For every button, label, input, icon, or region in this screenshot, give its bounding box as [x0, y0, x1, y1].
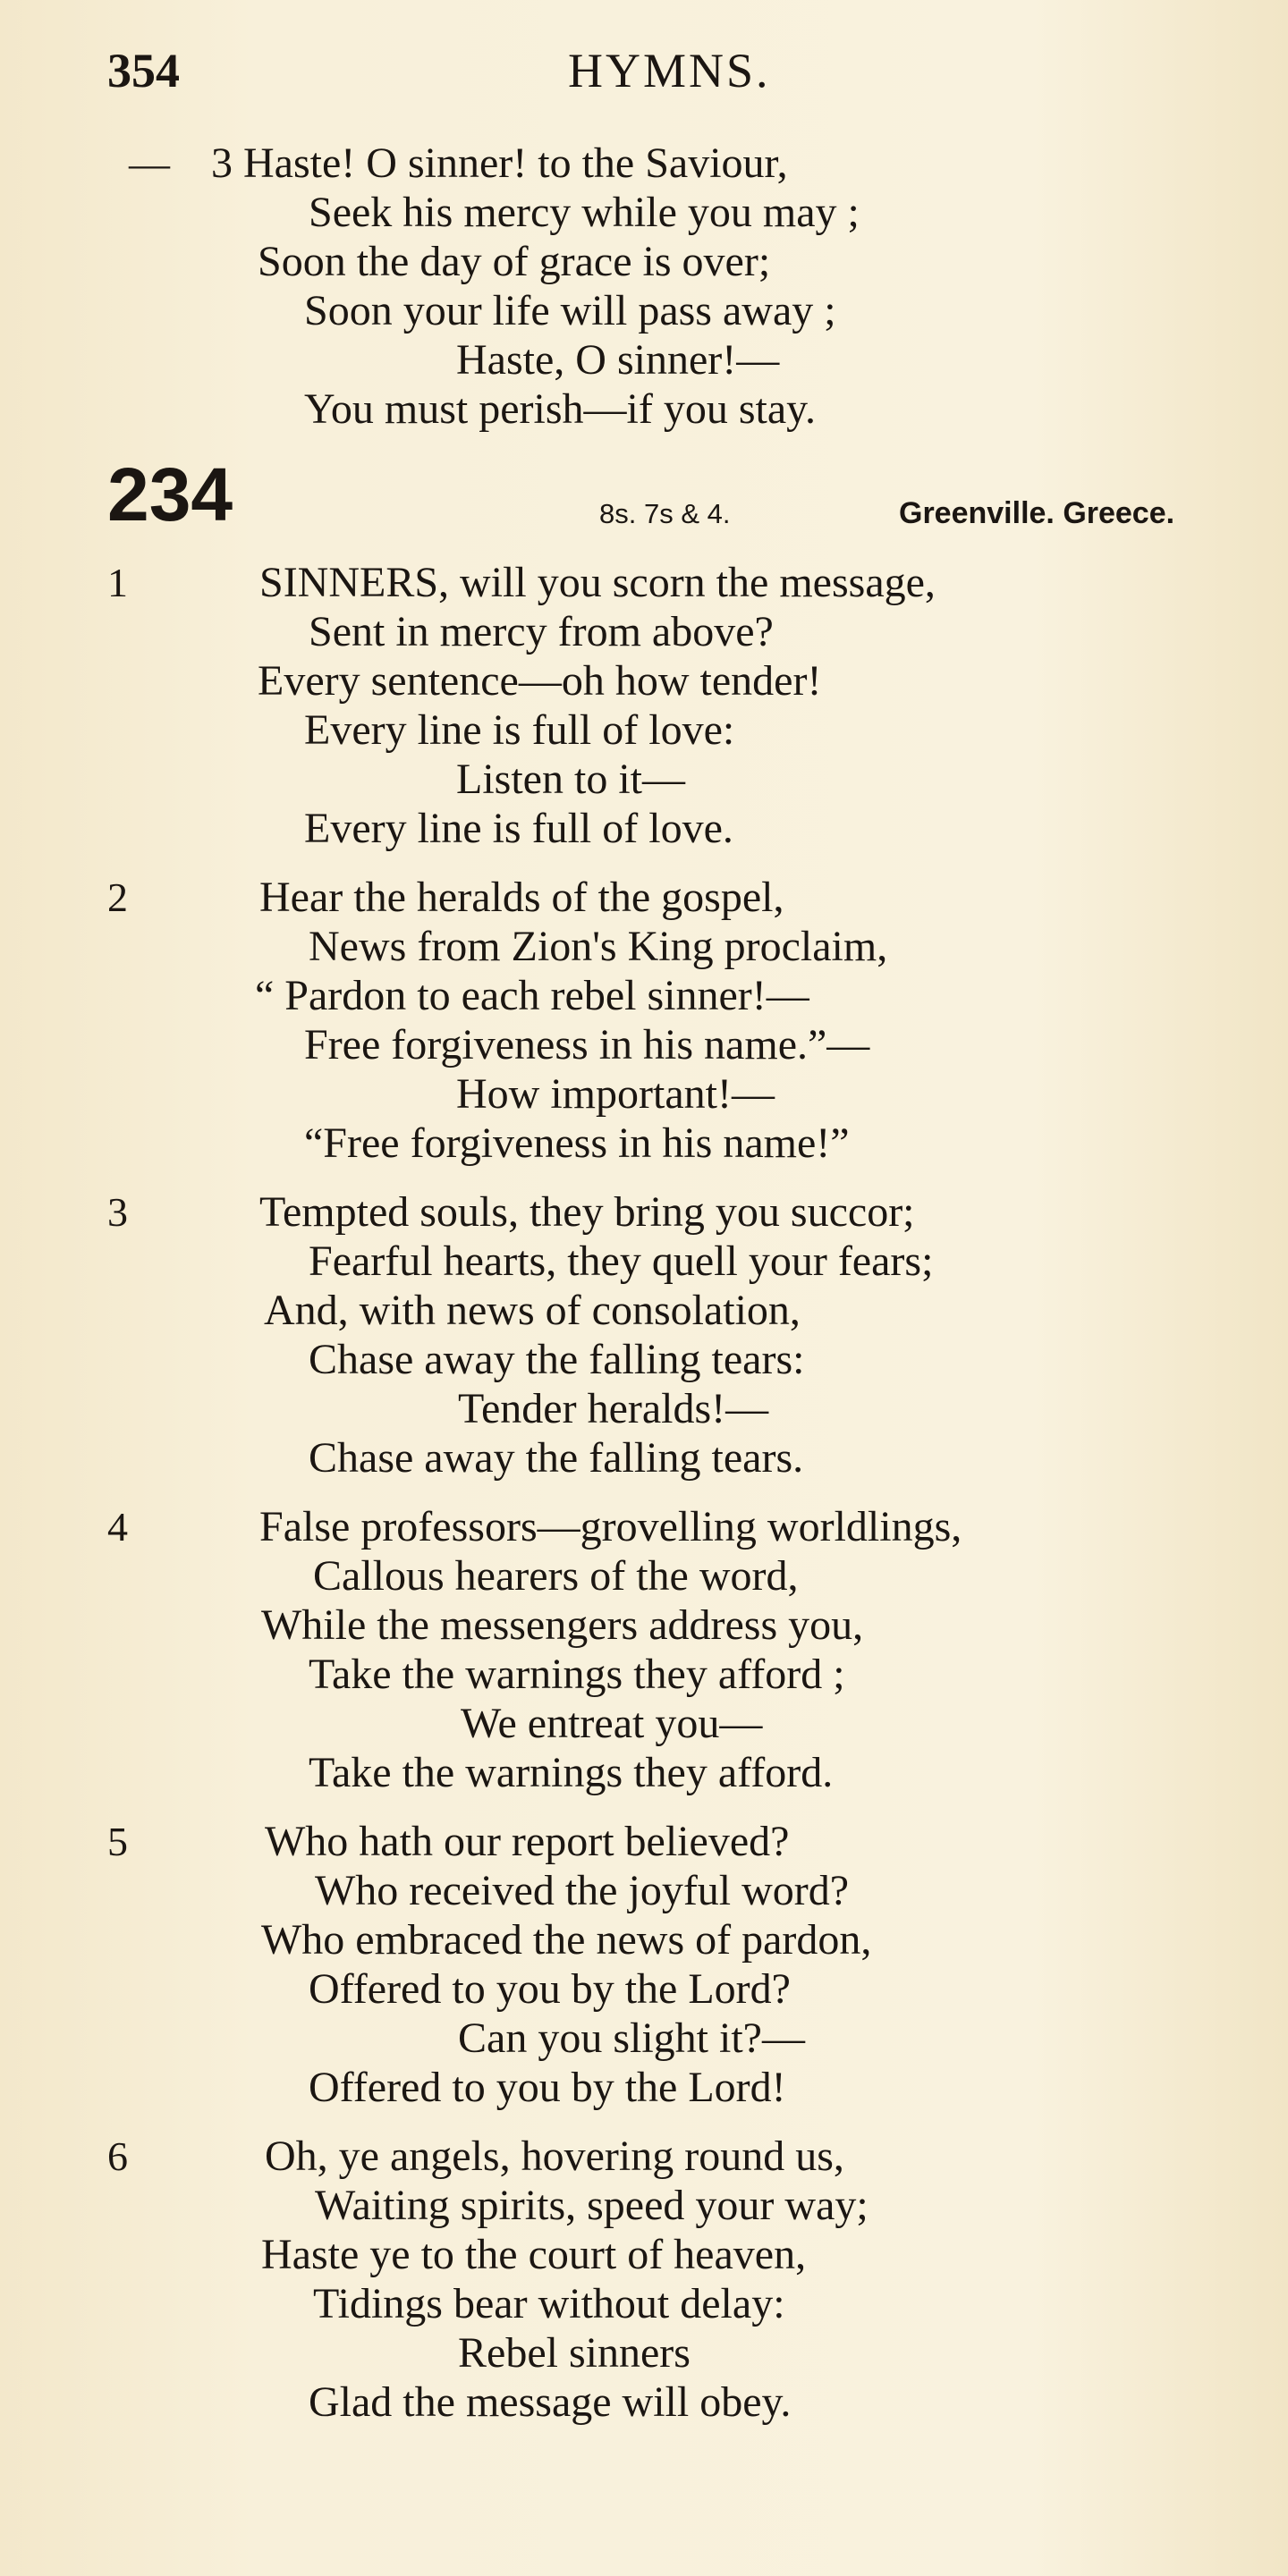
hymn-header [107, 452, 1270, 550]
verse-line: “Free forgiveness in his name!” [304, 1119, 850, 1167]
verse-line: Tender heralds!— [458, 1385, 769, 1432]
verse-line: While the messengers address you, [261, 1601, 864, 1649]
verse-line: Every line is full of love: [304, 706, 735, 754]
stanza-number: 1 [107, 560, 128, 605]
verse-line: False professors—grovelling worldlings, [259, 1503, 962, 1550]
verse-line: Fearful hearts, they quell your fears; [309, 1237, 934, 1285]
hymn-number: 234 [107, 452, 233, 536]
verse-line: How important!— [456, 1070, 775, 1118]
page-header [107, 43, 1002, 114]
stanza-number: 2 [107, 874, 128, 920]
verse-line: Callous hearers of the word, [313, 1552, 799, 1600]
verse-line: 3 Haste! O sinner! to the Saviour, [211, 139, 788, 187]
verse-line: Every sentence—oh how tender! [258, 657, 822, 705]
verse-line: Who embraced the news of pardon, [261, 1916, 872, 1964]
verse-line: Who received the joyful word? [315, 1867, 850, 1914]
verse-line: Offered to you by the Lord! [309, 2064, 786, 2111]
verse-line: Every line is full of love. [304, 805, 733, 852]
verse-line: Chase away the falling tears: [309, 1336, 805, 1383]
verse-line: Tempted souls, they bring you succor; [259, 1188, 915, 1236]
continuation-dash: — [129, 140, 170, 186]
verse-line: Offered to you by the Lord? [309, 1965, 791, 2013]
verse-line: We entreat you— [461, 1700, 763, 1747]
stanza-number: 5 [107, 1819, 128, 1864]
verse-line: Hear the heralds of the gospel, [259, 874, 784, 921]
stanza-number: 4 [107, 1504, 128, 1550]
verse-line: “ Pardon to each rebel sinner!— [255, 972, 809, 1019]
verse-line: Haste, O sinner!— [456, 336, 780, 384]
verse-line: News from Zion's King proclaim, [309, 923, 888, 970]
hymn-meter: 8s. 7s & 4. [599, 498, 731, 529]
verse-line: You must perish—if you stay. [304, 385, 817, 433]
verse-line: Can you slight it?— [458, 2014, 805, 2062]
verse-line: Who hath our report believed? [265, 1818, 790, 1865]
page-number: 354 [107, 44, 180, 97]
verse-line: Oh, ye angels, hovering round us, [265, 2133, 844, 2180]
running-head: HYMNS. [568, 44, 771, 97]
verse-line: Listen to it— [456, 756, 685, 803]
verse-line: Glad the message will obey. [309, 2378, 792, 2426]
verse-line: And, with news of consolation, [264, 1287, 801, 1334]
verse-line: Free forgiveness in his name.”— [304, 1021, 870, 1068]
verse-line: Seek his mercy while you may ; [309, 189, 860, 236]
verse-line: SINNERS, will you scorn the message, [259, 559, 936, 606]
verse-line: Take the warnings they afford. [309, 1749, 834, 1796]
verse-line: Sent in mercy from above? [309, 608, 774, 655]
verse-line: Soon the day of grace is over; [258, 238, 771, 285]
stanza-number: 6 [107, 2133, 128, 2179]
verse-line: Soon your life will pass away ; [304, 287, 836, 334]
hymn-tunes: Greenville. Greece. [899, 496, 1175, 530]
stanza-number: 3 [107, 1189, 128, 1235]
verse-line: Rebel sinners [458, 2329, 691, 2377]
verse-line: Chase away the falling tears. [309, 1434, 804, 1482]
verse-line: Waiting spirits, speed your way; [315, 2182, 869, 2229]
verse-line: Tidings bear without delay: [313, 2280, 785, 2327]
verse-line: Haste ye to the court of heaven, [261, 2231, 807, 2278]
verse-line: Take the warnings they afford ; [309, 1651, 845, 1698]
